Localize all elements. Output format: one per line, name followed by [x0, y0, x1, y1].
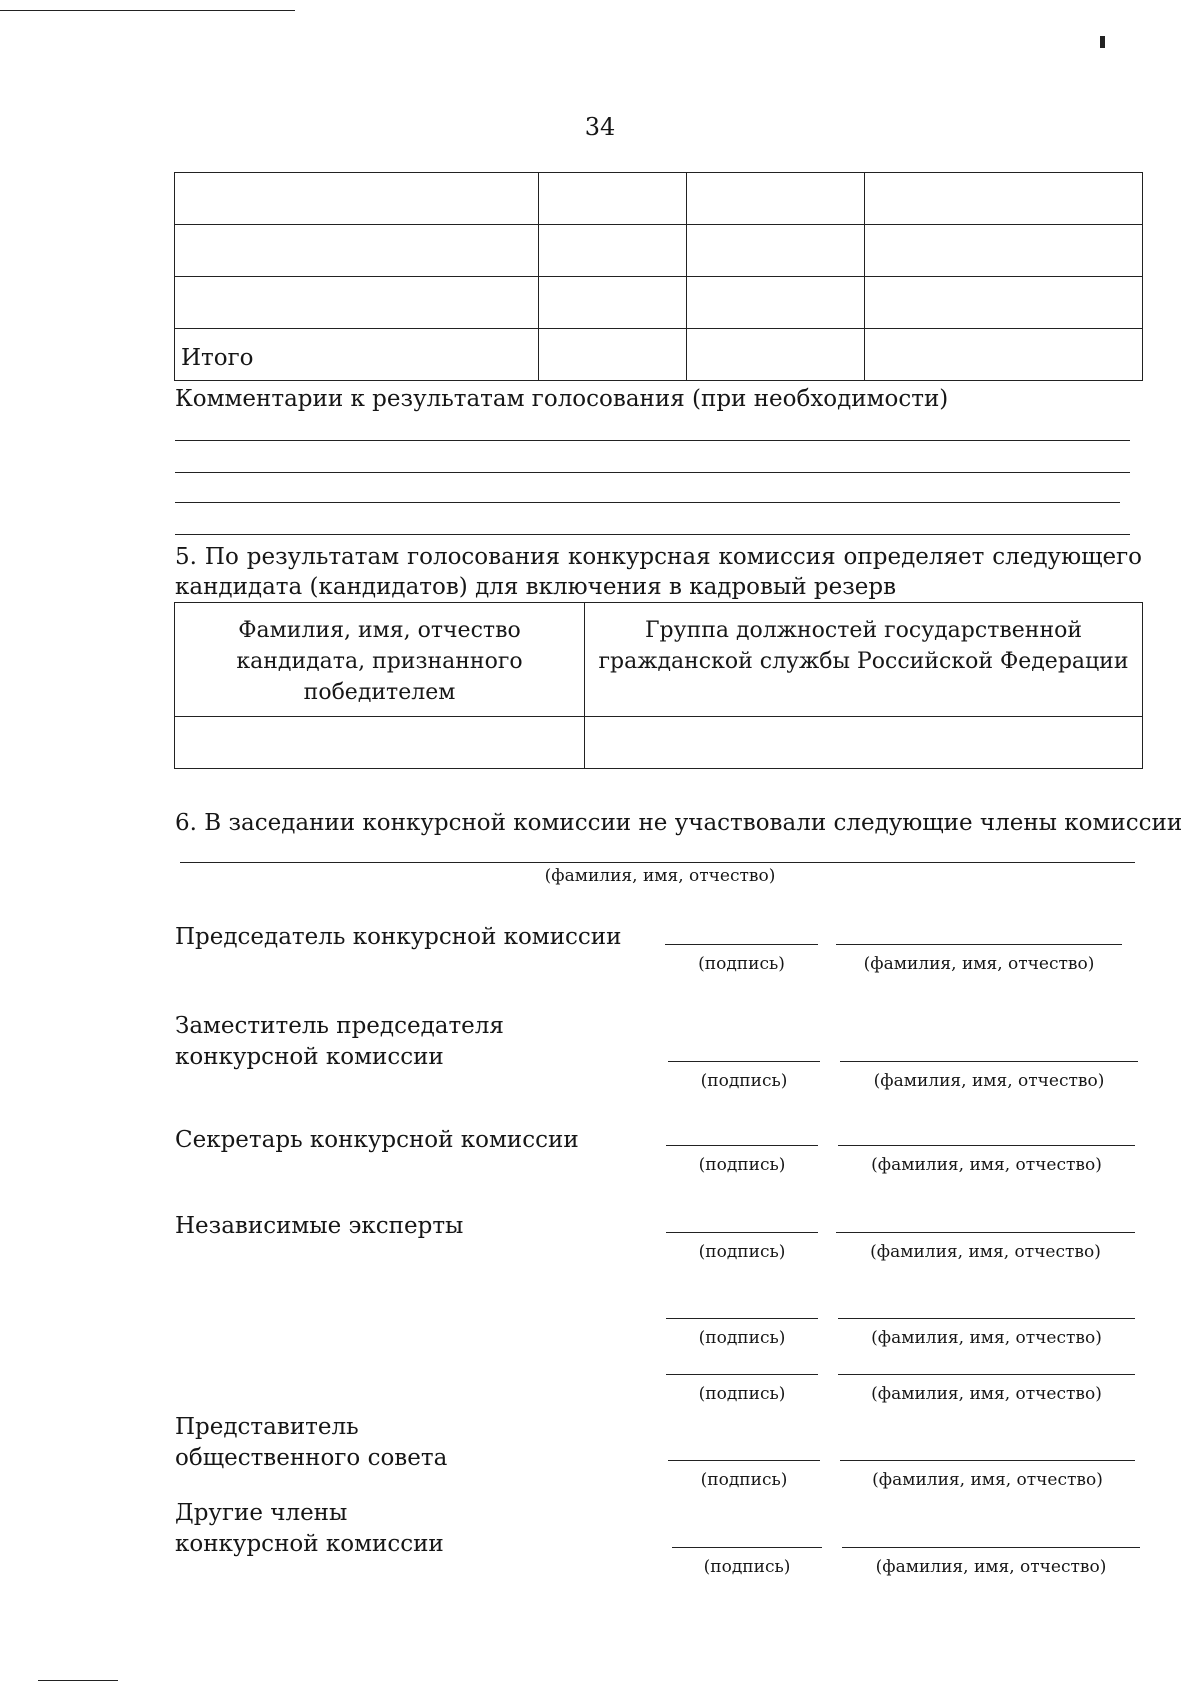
table-cell — [539, 225, 687, 277]
reserve-table — [174, 602, 1143, 769]
table-cell — [175, 173, 539, 225]
chair-label: Председатель конкурсной комиссии — [175, 924, 622, 950]
full-name-caption: (фамилия, имя, отчество) — [871, 1328, 1102, 1348]
table-cell — [865, 277, 1143, 329]
table-row — [175, 277, 1143, 329]
full-name-caption: (фамилия, имя, отчество) — [863, 954, 1095, 974]
signature-line[interactable] — [666, 1232, 818, 1233]
deputy-label: Заместитель председателя конкурсной комиссии — [175, 1013, 504, 1070]
signature-caption: (подпись) — [698, 1384, 786, 1404]
full-name-caption: (фамилия, имя, отчество) — [873, 1071, 1105, 1091]
full-name-line[interactable] — [838, 1145, 1135, 1146]
full-name-line[interactable] — [840, 1460, 1135, 1461]
full-name-caption: (фамилия, имя, отчество) — [872, 1470, 1103, 1490]
public-council-label: Представитель общественного совета — [175, 1414, 448, 1471]
signature-caption: (подпись) — [700, 1071, 788, 1091]
full-name-line[interactable] — [838, 1318, 1135, 1319]
signature-caption: (подпись) — [703, 1557, 791, 1577]
full-name-caption: (фамилия, имя, отчество) — [871, 1155, 1102, 1175]
table-cell — [687, 329, 865, 381]
comment-line-3[interactable] — [175, 502, 1120, 503]
full-name-caption: (фамилия, имя, отчество) — [870, 1242, 1101, 1262]
header-candidate-name: Фамилия, имя, отчество кандидата, признанного победителем — [175, 603, 585, 717]
signature-caption: (подпись) — [698, 1155, 786, 1175]
section6-text: 6. В заседании конкурсной комиссии не участвовали следующие члены комиссии — [175, 810, 1183, 836]
signature-caption: (подпись) — [698, 954, 785, 974]
signature-caption: (подпись) — [698, 1328, 786, 1348]
absent-members-line[interactable] — [180, 862, 1135, 863]
signature-line[interactable] — [668, 1460, 820, 1461]
page-number: 34 — [584, 113, 616, 141]
signature-line[interactable] — [666, 1318, 818, 1319]
table-cell — [687, 225, 865, 277]
candidate-name-cell[interactable] — [175, 717, 585, 769]
signature-caption: (подпись) — [698, 1242, 786, 1262]
table-cell — [539, 329, 687, 381]
full-name-line[interactable] — [838, 1374, 1135, 1375]
table-row — [175, 717, 1143, 769]
full-name-line[interactable] — [842, 1547, 1140, 1548]
bottom-margin-line — [38, 1680, 118, 1681]
table-cell — [865, 173, 1143, 225]
signature-line[interactable] — [666, 1374, 818, 1375]
top-margin-line — [0, 10, 295, 11]
table-cell — [175, 225, 539, 277]
header-position-group: Группа должностей государственной гражданской службы Российской Федерации — [585, 603, 1143, 717]
votes-table — [174, 172, 1143, 381]
signature-line[interactable] — [668, 1061, 820, 1062]
other-members-label: Другие члены конкурсной комиссии — [175, 1500, 444, 1557]
section5-intro-line1: 5. По результатам голосования конкурсная комиссия определяет следующего — [175, 544, 1142, 570]
table-row-total — [175, 329, 1143, 381]
position-group-cell[interactable] — [585, 717, 1143, 769]
table-cell — [865, 225, 1143, 277]
scan-artifact-mark — [1100, 36, 1105, 48]
table-row — [175, 173, 1143, 225]
secretary-label: Секретарь конкурсной комиссии — [175, 1127, 579, 1153]
table-cell — [687, 173, 865, 225]
total-label: Итого — [175, 329, 539, 381]
full-name-line[interactable] — [836, 1232, 1135, 1233]
comment-line-4[interactable] — [175, 534, 1130, 535]
comment-line-2[interactable] — [175, 472, 1130, 473]
table-cell — [687, 277, 865, 329]
absent-members-caption: (фамилия, имя, отчество) — [544, 866, 776, 886]
signature-line[interactable] — [666, 1145, 818, 1146]
full-name-caption: (фамилия, имя, отчество) — [875, 1557, 1107, 1577]
section5-intro-line2: кандидата (кандидатов) для включения в кадровый резерв — [175, 574, 897, 600]
reserve-table-header — [175, 603, 1143, 717]
table-cell — [175, 277, 539, 329]
table-cell — [539, 277, 687, 329]
full-name-line[interactable] — [840, 1061, 1138, 1062]
experts-label: Независимые эксперты — [175, 1213, 464, 1239]
comment-line-1[interactable] — [175, 440, 1130, 441]
comments-label: Комментарии к результатам голосования (при необходимости) — [175, 386, 949, 412]
signature-line[interactable] — [665, 944, 818, 945]
full-name-line[interactable] — [836, 944, 1122, 945]
table-row — [175, 225, 1143, 277]
table-cell — [539, 173, 687, 225]
full-name-caption: (фамилия, имя, отчество) — [871, 1384, 1102, 1404]
signature-caption: (подпись) — [700, 1470, 788, 1490]
signature-line[interactable] — [672, 1547, 822, 1548]
table-cell — [865, 329, 1143, 381]
